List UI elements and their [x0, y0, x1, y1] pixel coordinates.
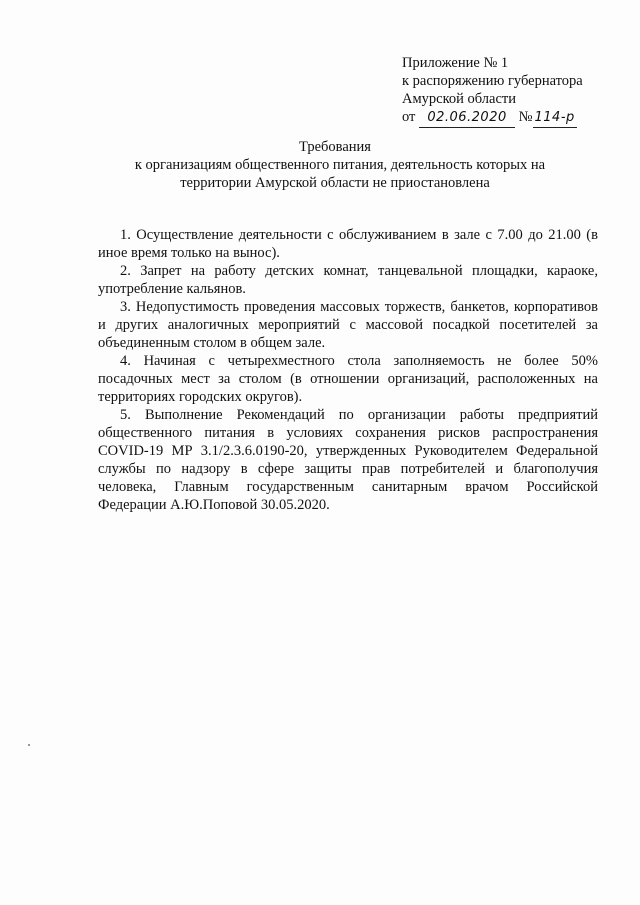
appendix-number: Приложение № 1	[402, 55, 509, 71]
document-title: Требования	[299, 139, 371, 155]
handwritten-date: 02.06.2020	[419, 109, 515, 128]
appendix-date-number-line	[402, 108, 627, 128]
appendix-order-ref: к распоряжению губернатора	[402, 73, 583, 89]
number-label: №	[518, 109, 533, 125]
appendix-header	[402, 54, 627, 128]
appendix-region: Амурской области	[402, 91, 516, 107]
handwritten-number: 114-р	[533, 109, 577, 128]
document-subtitle-line1: к организациям общественного питания, деятельность которых на	[134, 157, 546, 173]
requirement-item-3: 3. Недопустимость проведения массовых торжеств, банкетов, корпоративов и других аналогичных мероприятий с массовой посадкой посетителей за объединенным столом в общем зале.	[98, 299, 598, 351]
requirement-item-2: 2. Запрет на работу детских комнат, танцевальной площадки, караоке, употребление кальянов.	[98, 263, 598, 297]
requirement-item-1: 1. Осуществление деятельности с обслуживанием в зале с 7.00 до 21.00 (в иное время только на вынос).	[98, 227, 598, 261]
requirements-list	[98, 226, 598, 514]
document-subtitle-line2: территории Амурской области не приостановлена	[180, 175, 490, 191]
from-label: от	[402, 109, 416, 125]
requirement-item-5: 5. Выполнение Рекомендаций по организации работы предприятий общественного питания в условиях сохранения рисков распространения COVID-19 МР 3.1/2.3.6.0190-20, утвержденных Руководителем Федеральной службы по надзору в сфере защиты прав потребителей и благополучия человека, Главным государственным санитарным врачом Российской Федерации А.Ю.Поповой 30.05.2020.	[98, 407, 598, 513]
scan-speck	[28, 744, 30, 746]
requirement-item-4: 4. Начиная с четырехместного стола заполняемость не более 50% посадочных мест за столом (в отношении организаций, расположенных на территориях городских округов).	[98, 353, 598, 405]
